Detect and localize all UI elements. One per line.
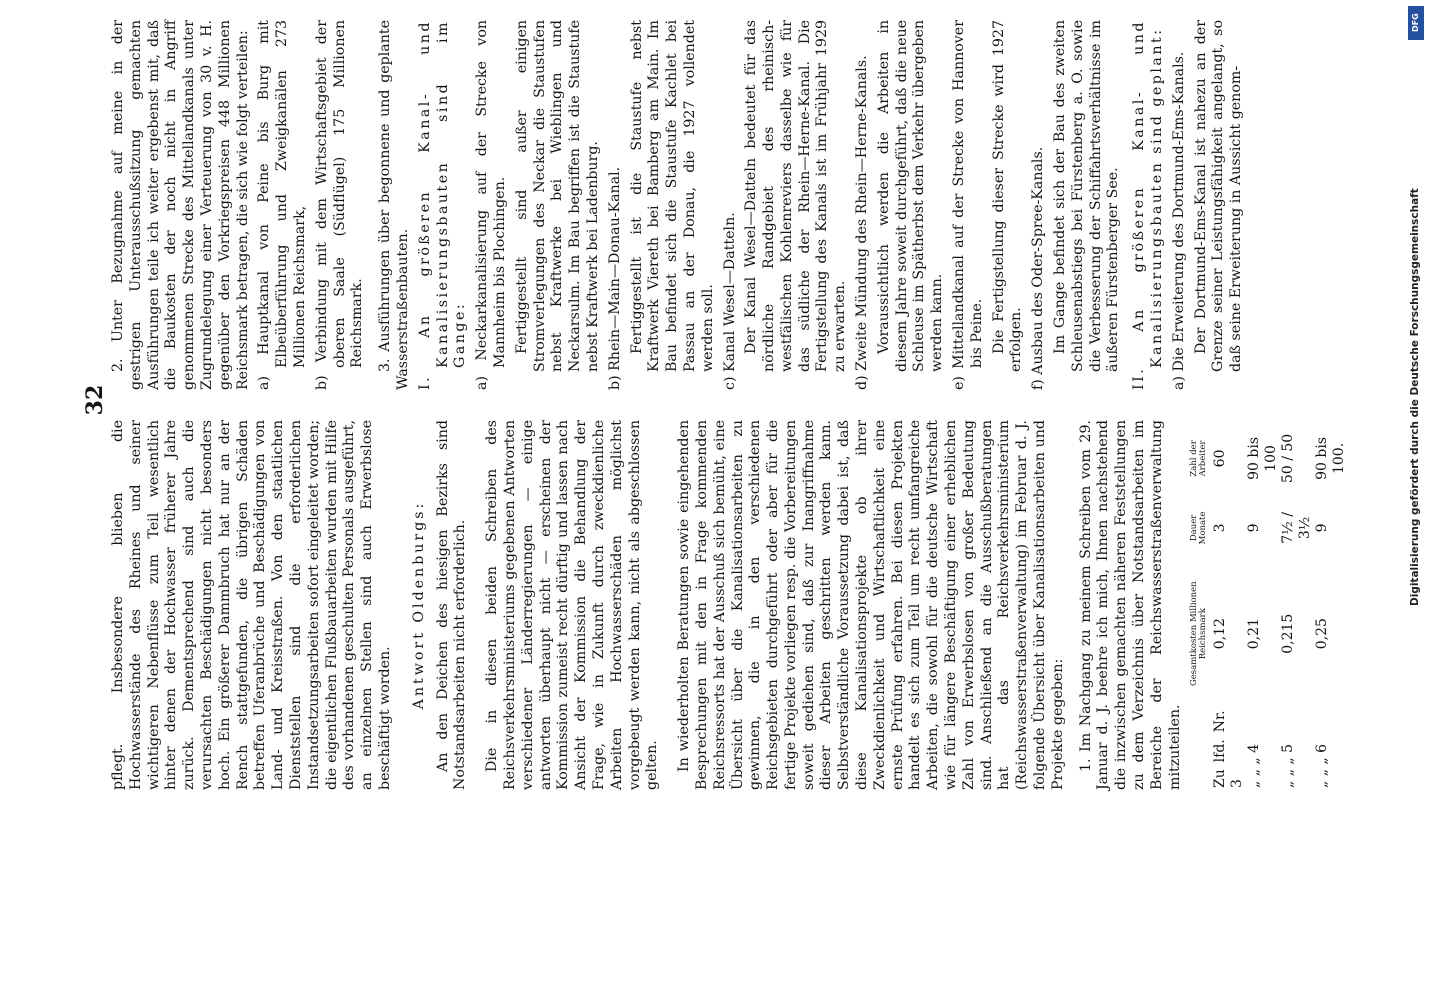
section-heading: I. An größeren Kanal- und Kanalisierungsbauten sind im Gange: xyxy=(416,20,469,390)
workers-cell: 90 bis 100. xyxy=(1314,436,1348,480)
table-header xyxy=(1190,708,1212,790)
paragraph: Die Fertigstellung dieser Strecke wird 1927 erfolgen. xyxy=(990,20,1025,372)
table-row xyxy=(1212,420,1246,790)
dfg-logo: DFG xyxy=(1408,6,1424,40)
paragraph: 1. Im Nachgang zu meinem Schreiben vom 29. Januar d. J. beehre ich mich, Ihnen nachstehend die inzwischen gemachten näheren Feststellungen zu dem Verzeichnis über Notstandsarbeiten im Bereiche der Reichswasserstraßenverwaltung mitzuteilen. xyxy=(1077,420,1183,790)
paragraph: Im Gange befindet sich der Bau des zweiten Schleusenabstiegs bei Fürstenberg a. O. sowie die Verbesserung der Schiffahrtsverhältnisse im äußeren Fürstenberger See. xyxy=(1052,20,1122,372)
page-number: 32 xyxy=(82,384,108,416)
months-cell: 9 xyxy=(1246,523,1263,533)
list-item: e) Mittellandkanal auf der Strecke von Hannover bis Peine. xyxy=(951,20,985,390)
scanned-page xyxy=(80,0,1410,800)
left-column xyxy=(110,420,1348,790)
months-cell: 9 xyxy=(1314,523,1331,533)
table-header: Zahl der Arbeiter xyxy=(1189,440,1209,477)
row-label: Zu lfd. Nr. 3 xyxy=(1212,710,1246,788)
paragraph: Voraussichtlich werden die Arbeiten in diesem Jahre soweit durchgeführt, daß die neue Schleuse im Spätherbst dem Verkehr übergeben werden kann. xyxy=(875,20,946,372)
months-cell: 7½ / 3½ xyxy=(1280,512,1314,544)
cost-table xyxy=(1190,420,1348,790)
list-item: c) Kanal Wesel—Datteln. xyxy=(721,212,738,390)
section-heading: II. An größeren Kanal- und Kanalisierungsbauten sind geplant: xyxy=(1131,20,1166,390)
table-row xyxy=(1246,420,1280,790)
cost-cell: 0,21 xyxy=(1246,618,1263,650)
paragraph: pflegt. Insbesondere blieben die Hochwasserstände des Rheines und seiner wichtigeren Nebenflüsse zum Teil wesentlich hinter denen der Hochwasser früherer Jahre zurück. Dementsprechend sind auch die verursachten Beschädigungen nicht besonders hoch. Ein größerer Dammbruch hat nur an der Rench stattgefunden, die übrigen Schäden betreffen Uferanbrüche und Beschädigungen von Land- und Kreisstraßen. Von den staatlichen Dienststellen sind die erforderlichen Instandsetzungsarbeiten sofort eingeleitet worden; die eigentlichen Flußbauarbeiten wurden mit Hilfe des vorhandenen geschulten Personals ausgeführt, an einzelnen Stellen sind auch Erwerbslose beschäftigt worden. xyxy=(110,420,393,790)
paragraph: 2. Unter Bezugnahme auf meine in der gestrigen Unterausschußsitzung gemachten Ausführungen teile ich weiter ergebenst mit, daß die Baukosten der noch nicht in Angriff genommenen Strecke des Mittellandkanals unter Zugrundelegung einer Verteuerung von 30 v. H. gegenüber den Vorkriegspreisen 448 Millionen Reichsmark betragen, die sich wie folgt verteilen: xyxy=(110,20,251,390)
list-item: f) Ausbau des Oder-Spree-Kanals. xyxy=(1030,146,1047,390)
paragraph: In wiederholten Beratungen sowie eingehenden Besprechungen mit den in Frage kommenden Reichsressorts hat der Ausschuß sich bemüht, eine Übersicht über die Kanalisationsarbeiten zu gewinnen, die in den verschiedenen Reichsgebieten durchgeführt oder aber für die fertige Projekte vorliegen resp. die Vorbereitungen soweit gediehen sind, daß zur Inangriffnahme dieser Arbeiten geschritten werden kann. Selbstverständliche Voraussetzung dabei ist, daß diese Kanalisationsprojekte ob ihrer Zweckdienlichkeit und Wirtschaftlichkeit eine ernste Prüfung erfahren. Bei diesen Projekten handelt es sich zum Teil um recht umfangreiche Arbeiten, die sowohl für die deutsche Wirtschaft wie für längere Beschäftigung einer erheblichen Zahl von Erwerbslosen von großer Bedeutung sind. Anschließend an die Ausschußberatungen hat das Reichsverkehrsministerium (Reichswasserstraßenverwaltung) im Februar d. J. folgende Übersicht über Kanalisationsarbeiten und Projekte gegeben: xyxy=(676,420,1066,790)
paragraph: Der Kanal Wesel—Datteln bedeutet für das nördliche Randgebiet des rheinisch-westfälischen Kohlenreviers dasselbe wie für das südliche der Rhein—Herne-Kanal. Die Fertigstellung des Kanals ist im Frühjahr 1929 zu erwarten. xyxy=(743,20,849,372)
table-header: Dauer Monate xyxy=(1189,511,1209,545)
table-row xyxy=(1280,420,1314,790)
paragraph: Der Dortmund-Ems-Kanal ist nahezu an der Grenze seiner Leistungsfähigkeit angelangt, so daß seine Erweiterung in Aussicht genom- xyxy=(1192,20,1245,372)
months-cell: 3 xyxy=(1212,523,1229,533)
list-item: b) Rhein—Main—Donau-Kanal. xyxy=(606,166,623,390)
paragraph: Fertiggestellt ist die Staustufe nebst Kraftwerk Viereth bei Bamberg am Main. Im Bau befindet sich die Staustufe Kachlet bei Passau an der Donau, die 1927 vollendet werden soll. xyxy=(628,20,716,372)
paragraph: Die in diesen beiden Schreiben des Reichsverkehrsministeriums gegebenen Antworten verschiedener Länderregierungen — einige antworten überhaupt nicht — erscheinen der Kommission zumeist recht dürftig und lassen nach Ansicht der Kommission die Behandlung der Frage, wie in Zukunft durch zweckdienliche Arbeiten Hochwasserschäden möglichst vorgebeugt werden kann, nicht als abgeschlossen gelten. xyxy=(484,420,661,790)
list-item: a) Die Erweiterung des Dortmund-Ems-Kanals. xyxy=(1170,51,1187,390)
cost-cell: 0,12 xyxy=(1212,618,1229,650)
row-label: „ „ „ 6 xyxy=(1314,743,1331,788)
cost-cell: 0,25 xyxy=(1314,618,1331,650)
table-row xyxy=(1314,420,1348,790)
row-label: „ „ „ 5 xyxy=(1280,743,1297,788)
cost-cell: 0,215 xyxy=(1280,613,1297,654)
list-item: a) Neckarkanalisierung auf der Strecke von Mannheim bis Plochingen. xyxy=(474,20,508,390)
list-item: d) Zweite Mündung des Rhein—Herne-Kanals. xyxy=(854,55,871,390)
section-heading: Antwort Oldenburgs: xyxy=(410,500,427,710)
list-item: a) Hauptkanal von Peine bis Burg mit Elbeüberführung und Zweigkanälen 273 Millionen Reichsmark, xyxy=(256,20,308,390)
row-label: „ „ „ 4 xyxy=(1246,743,1263,788)
paragraph: 3. Ausführungen über begonnene und geplante Wasserstraßenbauten. xyxy=(377,20,411,390)
workers-cell: 60 xyxy=(1212,449,1229,468)
paragraph: Fertiggestellt sind außer einigen Stromverlegungen des Neckar die Staustufen nebst Kraftwerke bei Wieblingen und Neckarsulm. Im Bau begriffen ist die Staustufe nebst Kraftwerk bei Ladenburg. xyxy=(513,20,601,372)
workers-cell: 90 bis 100 xyxy=(1246,436,1280,480)
watermark-text: Digitalisierung gefördert durch die Deutsche Forschungsgemeinschaft xyxy=(1409,188,1421,606)
watermark xyxy=(1408,6,1428,988)
right-column xyxy=(110,20,1250,390)
list-item: b) Verbindung mit dem Wirtschaftsgebiet der oberen Saale (Südflügel) 175 Millionen Reichsmark. xyxy=(313,20,366,390)
workers-cell: 50 / 50 xyxy=(1280,433,1297,484)
paragraph: An den Deichen des hiesigen Bezirks sind Notstandsarbeiten nicht erforderlich. xyxy=(434,420,469,790)
table-header: Gesamtkosten Millionen Reichsmark xyxy=(1189,581,1209,687)
